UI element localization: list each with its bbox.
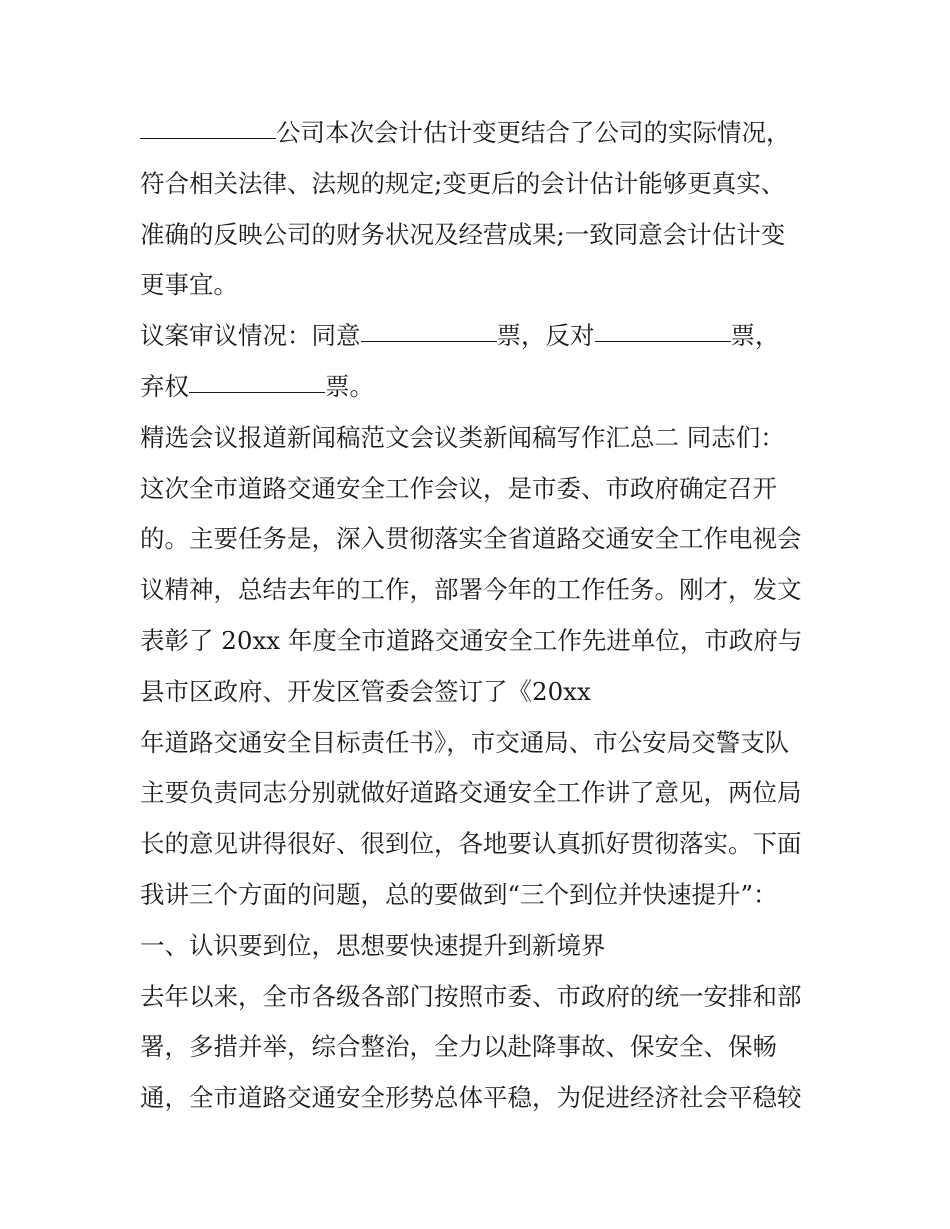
text-line xyxy=(140,718,830,769)
text-segment: 去年以来，全市各级各部门按照市委、市政府的统一安排和部 xyxy=(140,981,802,1011)
text-line xyxy=(140,819,830,870)
fill-in-blank xyxy=(189,391,325,393)
text-line xyxy=(140,260,830,311)
text-line xyxy=(140,565,830,616)
text-segment: 的。主要任务是，深入贯彻落实全省道路交通安全工作电视会 xyxy=(140,524,802,554)
text-segment: 符合相关法律、法规的规定;变更后的会计估计能够更真实、 xyxy=(140,168,786,198)
text-segment: 通，全市道路交通安全形势总体平稳，为促进经济社会平稳较 xyxy=(140,1083,802,1113)
text-segment: 署，多措并举，综合整治，全力以赴降事故、保安全、保畅 xyxy=(140,1032,777,1062)
vote-result-line xyxy=(140,311,830,362)
text-line xyxy=(140,514,830,565)
text-segment: 准确的反映公司的财务状况及经营成果;一致同意会计估计变 xyxy=(140,219,786,249)
text-segment: 公司本次会计估计变更结合了公司的实际情况， xyxy=(276,118,791,147)
fill-in-blank xyxy=(595,340,731,342)
text-segment: 票，反对 xyxy=(496,321,595,351)
text-line xyxy=(140,1073,830,1124)
text-line xyxy=(140,413,830,464)
text-segment: 主要负责同志分别就做好道路交通安全工作讲了意见，两位局 xyxy=(140,778,802,808)
text-line xyxy=(140,464,830,515)
fill-in-blank xyxy=(361,340,497,342)
text-segment: 这次全市道路交通安全工作会议，是市委、市政府确定召开 xyxy=(140,473,777,503)
text-segment: 议精神，总结去年的工作，部署今年的工作任务。刚才，发文 xyxy=(140,575,802,605)
text-line xyxy=(140,210,830,261)
text-segment: 议案审议情况：同意 xyxy=(140,321,361,351)
text-segment: 表彰了 20xx 年度全市道路交通安全工作先进单位，市政府与 xyxy=(140,625,803,655)
text-line xyxy=(140,870,830,921)
text-segment: 精选会议报道新闻稿范文会议类新闻稿写作汇总二 同志们： xyxy=(140,422,785,452)
text-segment: 我讲三个方面的问题，总的要做到“三个到位并快速提升”： xyxy=(140,879,778,909)
text-line xyxy=(140,667,830,718)
text-segment: 票。 xyxy=(325,371,374,401)
vote-result-line xyxy=(140,362,830,413)
text-line xyxy=(140,616,830,667)
fill-in-blank xyxy=(140,137,276,139)
text-line xyxy=(140,972,830,1023)
text-line xyxy=(140,159,830,210)
text-segment: 弃权 xyxy=(140,371,189,401)
text-segment: 一、认识要到位，思想要快速提升到新境界 xyxy=(140,930,606,960)
text-segment: 票， xyxy=(730,321,780,351)
section-heading xyxy=(140,921,830,972)
text-line xyxy=(140,768,830,819)
text-segment: 年道路交通安全目标责任书》，市交通局、市公安局交警支队 xyxy=(140,727,790,757)
text-line xyxy=(140,108,830,159)
text-segment: 县市区政府、开发区管委会签订了《20xx xyxy=(140,676,591,706)
text-segment: 更事宜。 xyxy=(140,270,238,300)
document-body xyxy=(140,108,830,1124)
text-line xyxy=(140,1022,830,1073)
text-segment: 长的意见讲得很好、很到位，各地要认真抓好贯彻落实。下面 xyxy=(140,829,802,859)
